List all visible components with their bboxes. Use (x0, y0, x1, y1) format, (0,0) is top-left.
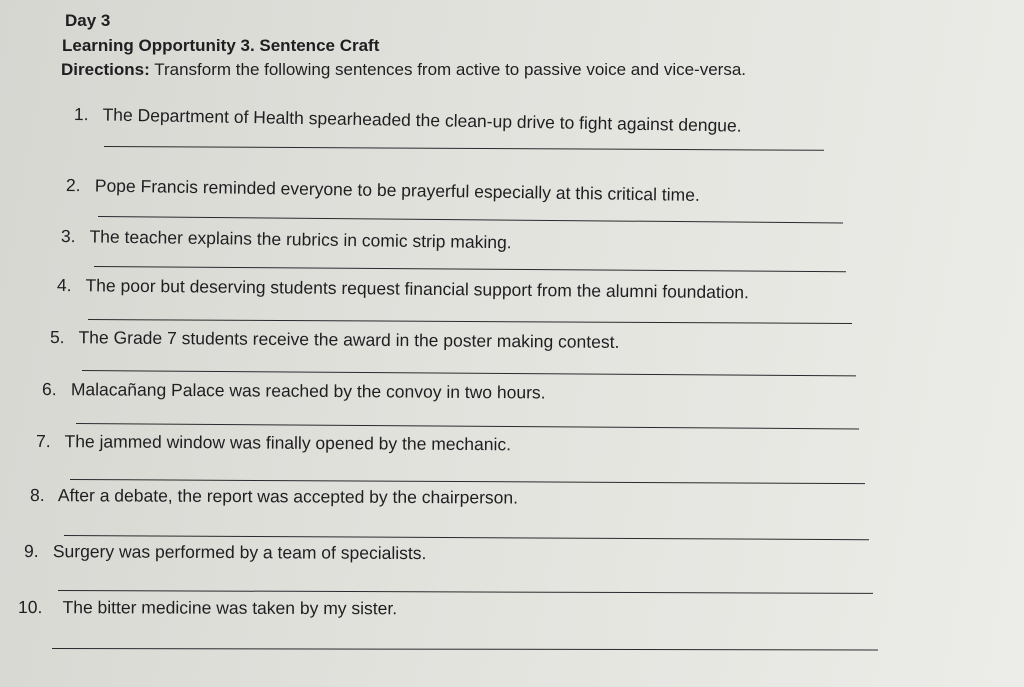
directions-label: Directions: (61, 60, 150, 79)
sentence-item-9 (24, 540, 426, 564)
sentence-item-1 (74, 103, 742, 137)
sentence-item-4 (57, 274, 749, 303)
item-number: 6. (41, 379, 57, 400)
item-number: 2. (65, 175, 81, 196)
day-heading: Day 3 (65, 11, 111, 30)
item-text: The teacher explains the rubrics in comic strip making. (89, 226, 512, 253)
sentence-item-8 (30, 484, 518, 509)
item-text: The jammed window was finally opened by the mechanic. (64, 431, 512, 455)
answer-line-3[interactable] (94, 266, 846, 272)
sentence-item-10 (18, 596, 397, 619)
item-number: 9. (23, 541, 39, 562)
item-text: The Department of Health spearheaded the clean-up drive to fight against dengue. (102, 104, 742, 136)
item-text: The Grade 7 students receive the award in the poster making contest. (78, 327, 620, 352)
answer-line-7[interactable] (70, 479, 865, 484)
answer-line-2[interactable] (98, 216, 843, 224)
answer-line-10[interactable] (52, 648, 878, 650)
answer-line-8[interactable] (64, 535, 869, 540)
item-number: 4. (56, 275, 72, 296)
item-text: Surgery was performed by a team of specialists. (52, 541, 427, 564)
item-number: 10. (17, 597, 43, 618)
sentence-item-2 (66, 174, 700, 206)
sentence-item-7 (36, 430, 511, 455)
directions (61, 60, 746, 80)
sentence-item-5 (50, 326, 620, 353)
answer-line-5[interactable] (82, 370, 856, 376)
item-number: 5. (49, 327, 65, 348)
item-text: The poor but deserving students request financial support from the alumni foundation. (85, 275, 750, 303)
sentence-item-6 (42, 378, 546, 404)
answer-line-6[interactable] (76, 423, 859, 429)
item-number: 8. (29, 485, 45, 506)
learning-opportunity-title: Learning Opportunity 3. Sentence Craft (62, 36, 380, 55)
answer-line-9[interactable] (58, 590, 873, 594)
item-number: 7. (35, 431, 51, 452)
answer-line-1[interactable] (104, 146, 824, 151)
item-number: 1. (73, 104, 89, 125)
answer-line-4[interactable] (88, 319, 852, 324)
item-text: Pope Francis reminded everyone to be prayerful especially at this critical time. (94, 175, 700, 205)
sentence-item-3 (61, 225, 512, 253)
item-text: After a debate, the report was accepted by the chairperson. (57, 485, 519, 508)
item-text: Malacañang Palace was reached by the convoy in two hours. (70, 379, 546, 403)
directions-text: Transform the following sentences from active to passive voice and vice-versa. (154, 60, 747, 79)
item-text: The bitter medicine was taken by my sister. (62, 597, 398, 619)
item-number: 3. (60, 226, 76, 247)
